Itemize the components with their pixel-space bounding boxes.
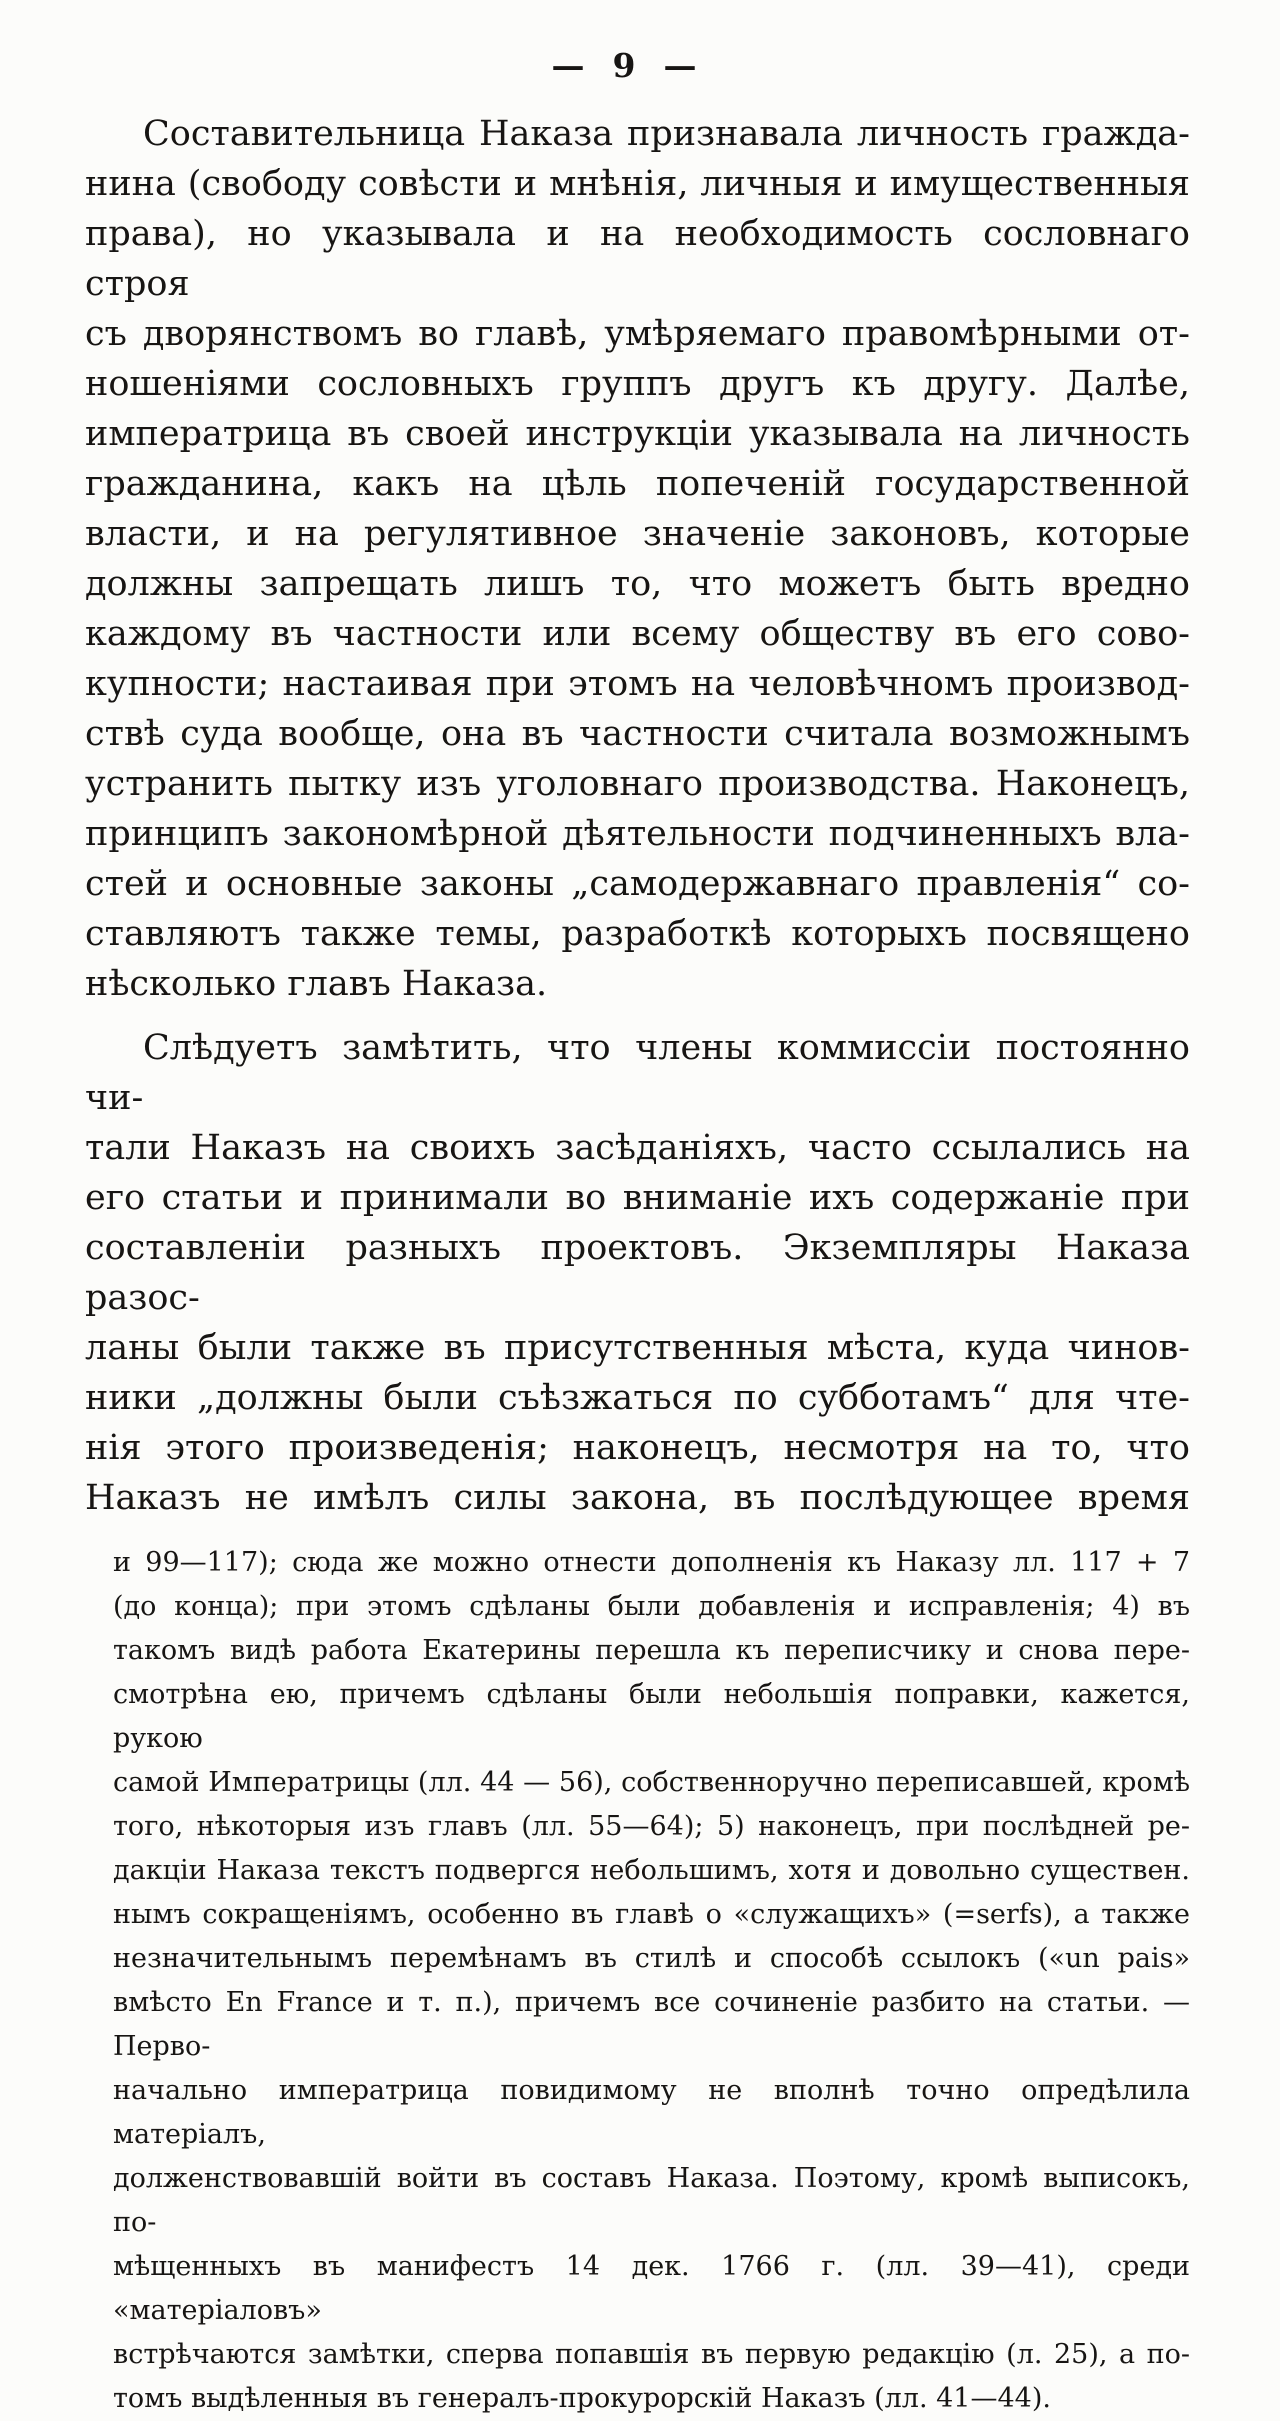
footnote-line: мѣщенныхъ въ манифестъ 14 дек. 1766 г. (лл. 39—41), среди «матеріаловъ» [113, 2251, 1190, 2326]
text-line: императрица въ своей инструкціи указывала на личность [85, 414, 1190, 454]
text-line: съ дворянствомъ во главѣ, умѣряемаго правомѣрными от- [85, 314, 1190, 354]
text-line: устранить пытку изъ уголовнаго производства. Наконецъ, [85, 764, 1190, 804]
page-header [0, 0, 1265, 85]
text-line: должны запрещать лишъ то, что можетъ быть вредно [85, 564, 1190, 604]
text-line: каждому въ частности или всему обществу въ его сово- [85, 614, 1190, 654]
text-line: Слѣдуетъ замѣтить, что члены коммиссіи постоянно чи- [85, 1028, 1190, 1118]
paragraph-1 [85, 109, 1190, 1009]
footnote-line: вмѣсто En France и т. п.), причемъ все сочиненіе разбито на статьи. —Перво- [113, 1987, 1190, 2062]
footnote-line: смотрѣна ею, причемъ сдѣланы были небольшія поправки, кажется, рукою [113, 1679, 1190, 1754]
footnote-line: незначительнымъ перемѣнамъ въ стилѣ и способѣ ссылокъ («un pais» [113, 1943, 1190, 1974]
text-line: нина (свободу совѣсти и мнѣнія, личныя и имущественныя [85, 164, 1190, 204]
footnote-line: того, нѣкоторыя изъ главъ (лл. 55—64); 5) наконецъ, при послѣдней ре- [113, 1811, 1190, 1842]
footnote-line: и 99—117); сюда же можно отнести дополненія къ Наказу лл. 117 + 7 [113, 1547, 1190, 1578]
footnote-line: самой Императрицы (лл. 44 — 56), собственноручно переписавшей, кромѣ [113, 1767, 1190, 1798]
text-line: его статьи и принимали во вниманіе ихъ содержаніе при [85, 1178, 1190, 1218]
text-line: нѣсколько главъ Наказа. [85, 964, 548, 1004]
text-line: ношеніями сословныхъ группъ другъ къ другу. Далѣе, [85, 364, 1190, 404]
paragraph-2 [85, 1023, 1190, 1523]
main-text [85, 109, 1190, 1523]
footnote-line: долженствовавшій войти въ составъ Наказа. Поэтому, кромѣ выписокъ, по- [113, 2163, 1190, 2238]
footnote-line: начально императрица повидимому не вполнѣ точно опредѣлила матеріалъ, [113, 2075, 1190, 2150]
text-line: гражданина, какъ на цѣль попеченій государственной [85, 464, 1190, 504]
footnote-line: нымъ сокращеніямъ, особенно въ главѣ о «служащихъ» (=serfs), а также [113, 1899, 1190, 1930]
header-dash-right: — [663, 46, 699, 85]
text-line: нія этого произведенія; наконецъ, несмотря на то, что [85, 1428, 1190, 1468]
header-dash-left: — [551, 46, 587, 85]
text-line: купности; настаивая при этомъ на человѣчномъ производ- [85, 664, 1190, 704]
text-line: тали Наказъ на своихъ засѣданіяхъ, часто ссылались на [85, 1128, 1190, 1168]
text-line: Наказъ не имѣлъ силы закона, въ послѣдующее время [85, 1478, 1190, 1518]
footnote [113, 1541, 1190, 2421]
text-line: ланы были также въ присутственныя мѣста, куда чинов- [85, 1328, 1190, 1368]
text-line: принципъ закономѣрной дѣятельности подчиненныхъ вла- [85, 814, 1190, 854]
footnote-line: (до конца); при этомъ сдѣланы были добавленія и исправленія; 4) въ [113, 1591, 1190, 1622]
text-line: Составительница Наказа признавала личность гражда- [143, 114, 1190, 154]
text-line: ствѣ суда вообще, она въ частности считала возможнымъ [85, 714, 1190, 754]
text-line: ставляютъ также темы, разработкѣ которыхъ посвящено [85, 914, 1190, 954]
text-line: права), но указывала и на необходимость сословнаго строя [85, 214, 1190, 304]
page-number: 9 [612, 46, 638, 85]
footnote-line: такомъ видѣ работа Екатерины перешла къ переписчику и снова пере- [113, 1635, 1190, 1666]
footnote-line: встрѣчаются замѣтки, сперва попавшія въ первую редакцію (л. 25), а по- [113, 2339, 1190, 2370]
text-line: власти, и на регулятивное значеніе законовъ, которые [85, 514, 1190, 554]
text-line: составленіи разныхъ проектовъ. Экземпляры Наказа разос- [85, 1228, 1190, 1318]
text-line: стей и основные законы „самодержавнаго правленія“ со- [85, 864, 1190, 904]
footnote-line: дакціи Наказа текстъ подвергся небольшимъ, хотя и довольно существен. [113, 1855, 1190, 1886]
footnote-line: томъ выдѣленныя въ генералъ-прокурорскій Наказъ (лл. 41—44). [113, 2383, 1051, 2414]
text-line: ники „должны были съѣзжаться по субботамъ“ для чте- [85, 1378, 1190, 1418]
